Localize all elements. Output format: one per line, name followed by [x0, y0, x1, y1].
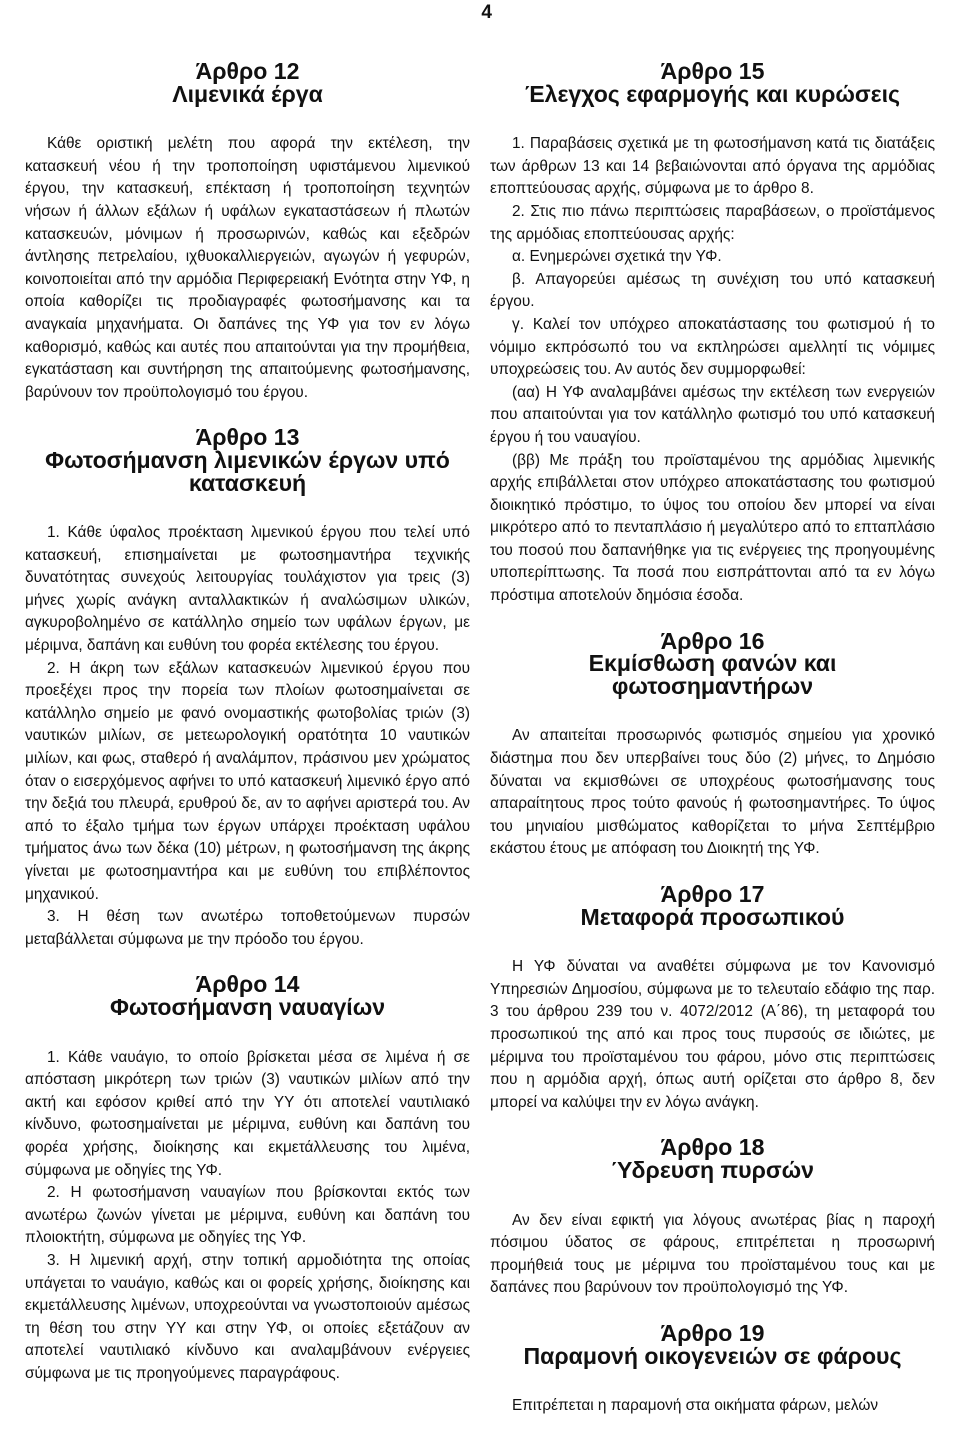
article-subject: Ύδρευση πυρσών [611, 1156, 814, 1183]
article-13-heading [25, 426, 470, 494]
article-subject: Φωτοσήμανση ναυαγίων [109, 993, 386, 1020]
article-title: Άρθρο 12 [195, 58, 300, 84]
paragraph: Επιτρέπεται η παραμονή στα οικήματα φάρων, μελών [512, 1397, 879, 1415]
article-subject: Φωτοσήμανση λιμενικών έργων υπό κατασκευή [45, 446, 450, 496]
article-18-heading [490, 1136, 935, 1181]
article-16-heading [490, 627, 935, 699]
paragraph: (αα) Η ΥΦ αναλαμβάνει αμέσως την εκτέλεση των ενεργειών που απαιτούνται για τον κατάλληλο φωτισμό του υπό κατασκευή έργου ή του ναυαγίου. [490, 383, 935, 446]
article-title: Άρθρο 15 [660, 58, 765, 84]
article-15-heading [490, 60, 935, 105]
article-title: Άρθρο 14 [195, 971, 300, 998]
paragraph: Κάθε οριστική μελέτη που αφορά την εκτέλεση, την κατασκευή νέου ή την τροποποίηση υφιστάμενου λιμενικού έργου, την κατασκευή, επέκταση ή τροποποίηση τεχνητών νήσων ή άλλων εξάλων ή υφάλων εγκαταστάσεων ή πλωτών κατασκευών, μόνιμων ή προσωρινών, καθώς και εξεδρών άντλησης πετρελαίου, ιχθυοκαλλιεργειών, αγωγών ή γεφυρών, κοινοποιείται από την αρμόδια Περιφερειακή Ενότητα στην ΥΦ, η οποία καθορίζει τις προδιαγραφές φωτοσήμανσης και τα αναγκαία μηχανήματα. Οι δαπάνες της ΥΦ για τον εν λόγω καθορισμό, καθώς και αυτές που απαιτούνται για την προμήθεια, εγκατάσταση και συντήρηση της απαιτούμενης φωτοσήμανσης, βαρύνουν τον προϋπολογισμό του έργου. [25, 135, 470, 401]
paragraph: α. Ενημερώνει σχετικά την ΥΦ. [512, 248, 722, 266]
paragraph: Αν απαιτείται προσωρινός φωτισμός σημείου για χρονικό διάστημα που δεν υπερβαίνει τους δύο (2) μήνες, το Δημόσιο δύναται να εκμισθώνει σε υποχρέους φωτοσήμανσης τους απαραίτητους προς τούτο φανούς ή φωτοσημαντήρες. Το ύψος του μηνιαίου μισθώματος καθορίζεται το μήνα Σεπτέμβριο εκάστου έτους με απόφαση του Διοικητή της ΥΦ. [490, 727, 935, 858]
article-14-heading [25, 973, 470, 1018]
article-subject: Μεταφορά προσωπικού [580, 903, 845, 930]
paragraph: 1. Κάθε ναυάγιο, το οποίο βρίσκεται μέσα σε λιμένα ή σε απόσταση μικρότερη των τριών (3) ναυτικών μιλίων από την ακτή και εφόσον κριθεί από την ΥΥ ότι αποτελεί ναυτιλιακό κίνδυνο, φωτοσημαίνεται με μέριμνα, ευθύνη και δαπάνη του φορέα χρήσης, διοίκησης και εκμετάλλευσης του λιμένα, σύμφωνα με οδηγίες της ΥΦ. [25, 1048, 470, 1179]
article-subject: Έλεγχος εφαρμογής και κυρώσεις [524, 80, 901, 107]
paragraph: 2. Η φωτοσήμανση ναυαγίων που βρίσκονται εκτός των ανωτέρω ζωνών γίνεται με μέριμνα, ευθύνη και δαπάνη του πλοιοκτήτη, σύμφωνα με οδηγίες της ΥΦ. [25, 1184, 470, 1247]
paragraph: (ββ) Με πράξη του προϊσταμένου της αρμόδιας λιμενικής αρχής επιβάλλεται στον υπόχρεο αποκατάστασης του φωτισμού διοικητικό πρόστιμο, το ύψος του οποίου δεν μπορεί να είναι μικρότερο από το πενταπλάσιο ή μεγαλύτερο από το επταπλάσιο του ποσού που δαπανήθηκε για τις ενέργειες της προηγουμένης υποπερίπτωσης. Τα ποσά που εισπράττονται από τα εν λόγω πρόστιμα αποτελούν δημόσια έσοδα. [490, 451, 935, 605]
right-column [490, 60, 935, 1418]
article-title: Άρθρο 17 [660, 881, 765, 907]
article-12-heading [25, 60, 470, 105]
paragraph: 1. Κάθε ύφαλος προέκταση λιμενικού έργου που τελεί υπό κατασκευή, επισημαίνεται με φωτοσημαντήρα τεχνικής δυνατότητας συνεχούς λειτουργίας τουλάχιστον για τρεις (3) μήνες χωρίς ανάγκη ανταλλακτικών ή αναλώσιμων υλικών, αγκυροβολημένο σε κατάλληλο σημείο των υφάλων έργων, με μέριμνα, δαπάνη και ευθύνη του φορέα εκτέλεσης του έργου. [25, 524, 470, 655]
paragraph: 3. Η θέση των ανωτέρω τοποθετούμενων πυρσών μεταβάλλεται σύμφωνα με την πρόοδο του έργου. [25, 908, 470, 948]
article-subject: Εκμίσθωση φανών και φωτοσημαντήρων [588, 650, 837, 699]
article-subject: Λιμενικά έργα [172, 80, 323, 107]
article-title: Άρθρο 16 [660, 627, 765, 654]
article-title: Άρθρο 18 [660, 1134, 765, 1161]
article-19-heading [490, 1319, 935, 1369]
article-title: Άρθρο 13 [195, 424, 300, 451]
paragraph: γ. Καλεί τον υπόχρεο αποκατάστασης του φωτισμού ή το νόμιμο εκπρόσωπό του να εκπληρώσει αμελλητί τις νόμιμες υποχρεώσεις του. Αν αυτός δεν συμμορφωθεί: [490, 315, 935, 379]
paragraph: 2. Η άκρη των εξάλων κατασκευών λιμενικού έργου που προεξέχει προς την πορεία των πλοίων φωτοσημαίνεται σε κατάλληλο σημείο με φανό ονομαστικής φωτοβολίας τριών (3) ναυτικών μιλίων, σε μετεωρολογική ορατότητα 10 ναυτικών μιλίων, και φως, σταθερό ή αναλάμπον, πράσινου μεν χρώματος όταν ο εισερχόμενος αφήνει το υπό κατασκευή λιμενικό έργο από την δεξιά του πλευρά, ερυθρού δε, αν το αφήνει αριστερά του. Αν από το έξαλο τμήμα των έργων υπάρχει προέκταση υφάλου τμήματος άνω των δέκα (10) μέτρων, η φωτοσήμανση της άκρης γίνεται με φωτοσημαντήρα και με ευθύνη του επιβλέποντος μηχανικού. [25, 659, 470, 903]
left-column [25, 60, 470, 1385]
paragraph: Αν δεν είναι εφικτή για λόγους ανωτέρας βίας η παροχή πόσιμου ύδατος σε φάρους, επιτρέπεται η προσωρινή προμήθειά τους με μέριμνα του προϊσταμένου τους και με δαπάνες που βαρύνουν τον προϋπολογισμό της ΥΦ. [490, 1211, 935, 1297]
paragraph: 2. Στις πιο πάνω περιπτώσεις παραβάσεων, ο προϊστάμενος της αρμόδιας εποπτεύουσας αρχής: [490, 202, 935, 243]
paragraph: Η ΥΦ δύναται να αναθέτει σύμφωνα με τον Κανονισμό Υπηρεσιών Δημοσίου, σύμφωνα με το τελευταίο εδάφιο της παρ. 3 του άρθρου 239 του ν. 4072/2012 (Α΄86), τη μεταφορά του προσωπικού της από και προς τους πυρσούς σε ιδιώτες, με μέριμνα του προϊσταμένου του φάρου, μόνο στις περιπτώσεις που η αρμόδια αρχή, όπως αυτή ορίζεται στο άρθρο 8, δεν μπορεί να καλύψει την εν λόγω ανάγκη. [490, 958, 935, 1111]
page-number: 4 [481, 2, 492, 23]
article-17-heading [490, 883, 935, 928]
article-title: Άρθρο 19 [660, 1319, 765, 1346]
paragraph: 3. Η λιμενική αρχή, στην τοπική αρμοδιότητα της οποίας υπάγεται το ναυάγιο, καθώς και οι φορείς χρήσης, διοίκησης και εκμετάλλευσης λιμένων, υποχρεούνται να γνωστοποιούν αμέσως τη θέση του στην ΥΥ και στην ΥΦ, οι οποίες εξετάζουν αν αποτελεί ναυτιλιακό κίνδυνο και αναλαμβάνουν ενέργειες σύμφωνα με τις προηγούμενες παραγράφους. [25, 1251, 470, 1382]
paragraph: 1. Παραβάσεις σχετικά με τη φωτοσήμανση κατά τις διατάξεις των άρθρων 13 και 14 βεβαιώνονται από όργανα της αρμόδιας εποπτεύουσας αρχής, σύμφωνα με το άρθρο 8. [490, 135, 935, 198]
paragraph: β. Απαγορεύει αμέσως τη συνέχιση του υπό κατασκευή έργου. [490, 270, 935, 311]
article-subject: Παραμονή οικογενειών σε φάρους [523, 1342, 902, 1369]
